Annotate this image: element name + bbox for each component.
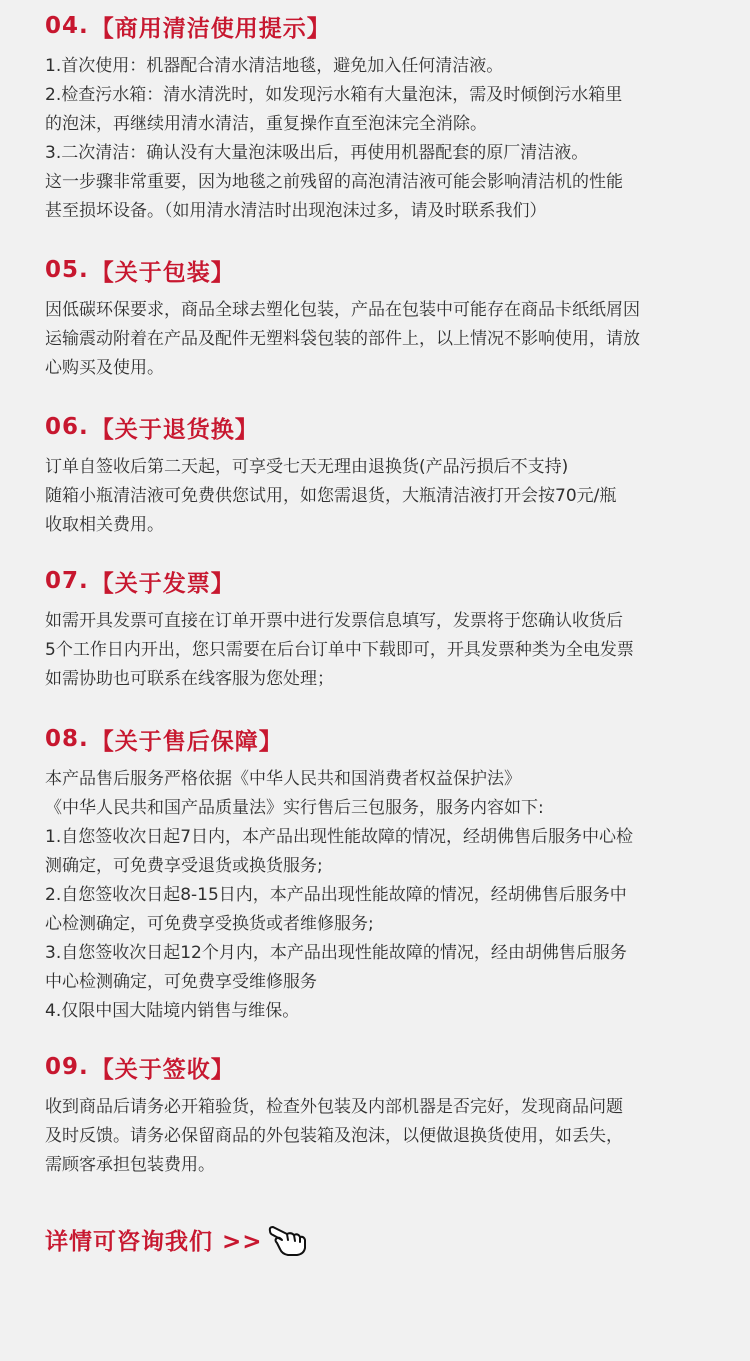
text-line: 心检测确定，可免费享受换货或者维修服务; (45, 914, 374, 934)
text-line: 这一步骤非常重要，因为地毯之前残留的高泡清洁液可能会影响清洁机的性能 (45, 172, 623, 192)
contact-us-link[interactable] (45, 1214, 309, 1264)
text-line: 5个工作日内开出，您只需要在后台订单中下载即可，开具发票种类为全电发票 (45, 640, 634, 660)
text-line: 4.仅限中国大陆境内销售与维保。 (45, 1001, 300, 1021)
section-number: 08. (45, 726, 89, 752)
section-title: 【关于签收】 (90, 1056, 235, 1083)
section-title: 【关于发票】 (90, 570, 235, 597)
text-line: 中心检测确定，可免费享受维修服务 (45, 972, 317, 992)
section-title: 【关于退货换】 (90, 416, 259, 443)
text-line: 订单自签收后第二天起，可享受七天无理由退换货(产品污损后不支持) (45, 457, 569, 477)
text-line: 收取相关费用。 (45, 515, 164, 535)
text-line: 测确定，可免费享受退货或换货服务; (45, 856, 323, 876)
section-title: 【关于包装】 (90, 259, 235, 286)
section-returns-exchanges (45, 411, 725, 540)
text-line: 3.自您签收次日起12个月内，本产品出现性能故障的情况，经由胡佛售后服务 (45, 943, 627, 963)
section-body (45, 52, 725, 226)
text-line: 2.自您签收次日起8-15日内，本产品出现性能故障的情况，经胡佛售后服务中 (45, 885, 627, 905)
text-line: 及时反馈。请务必保留商品的外包装箱及泡沫，以便做退换货使用，如丢失， (45, 1126, 623, 1146)
section-packaging (45, 254, 725, 383)
text-line: 甚至损坏设备。（如用清水清洁时出现泡沫过多，请及时联系我们） (45, 201, 547, 221)
text-line: 随箱小瓶清洁液可免费供您试用，如您需退货，大瓶清洁液打开会按70元/瓶 (45, 486, 617, 506)
text-line: 《中华人民共和国产品质量法》实行售后三包服务，服务内容如下: (45, 798, 544, 818)
section-invoice (45, 565, 725, 694)
contact-us-label: 详情可咨询我们 >> (45, 1228, 263, 1255)
section-heading (45, 10, 725, 42)
section-delivery-receipt (45, 1051, 725, 1180)
section-heading (45, 254, 725, 286)
section-heading (45, 565, 725, 597)
text-line: 收到商品后请务必开箱验货，检查外包装及内部机器是否完好，发现商品问题 (45, 1097, 623, 1117)
section-number: 09. (45, 1054, 89, 1080)
section-body (45, 765, 725, 1026)
section-body (45, 607, 725, 694)
section-body (45, 1093, 725, 1180)
text-line: 如需开具发票可直接在订单开票中进行发票信息填写，发票将于您确认收货后 (45, 611, 623, 631)
text-line: 本产品售后服务严格依据《中华人民共和国消费者权益保护法》 (45, 769, 521, 789)
text-line: 心购买及使用。 (45, 358, 164, 378)
section-body (45, 453, 725, 540)
pointing-hand-icon (267, 1222, 309, 1264)
section-number: 06. (45, 414, 89, 440)
section-title: 【商用清洁使用提示】 (90, 15, 331, 42)
text-line: 因低碳环保要求，商品全球去塑化包装，产品在包装中可能存在商品卡纸纸屑因 (45, 300, 640, 320)
section-number: 07. (45, 568, 89, 594)
section-heading (45, 1051, 725, 1083)
text-line: 运输震动附着在产品及配件无塑料袋包装的部件上，以上情况不影响使用，请放 (45, 329, 640, 349)
text-line: 1.首次使用：机器配合清水清洁地毯，避免加入任何清洁液。 (45, 56, 504, 76)
section-commercial-cleaning-tips (45, 10, 725, 226)
text-line: 如需协助也可联系在线客服为您处理； (45, 669, 334, 689)
text-line: 1.自您签收次日起7日内，本产品出现性能故障的情况，经胡佛售后服务中心检 (45, 827, 634, 847)
text-line: 3.二次清洁：确认没有大量泡沫吸出后，再使用机器配套的原厂清洁液。 (45, 143, 589, 163)
section-number: 04. (45, 13, 89, 39)
text-line: 2.检查污水箱：清水清洗时，如发现污水箱有大量泡沫，需及时倾倒污水箱里 (45, 85, 623, 105)
text-line: 的泡沫，再继续用清水清洁，重复操作直至泡沫完全消除。 (45, 114, 487, 134)
section-heading (45, 723, 725, 755)
section-title: 【关于售后保障】 (90, 728, 283, 755)
section-number: 05. (45, 257, 89, 283)
text-line: 需顾客承担包装费用。 (45, 1155, 215, 1175)
section-heading (45, 411, 725, 443)
section-body (45, 296, 725, 383)
section-after-sales-warranty (45, 723, 725, 1026)
